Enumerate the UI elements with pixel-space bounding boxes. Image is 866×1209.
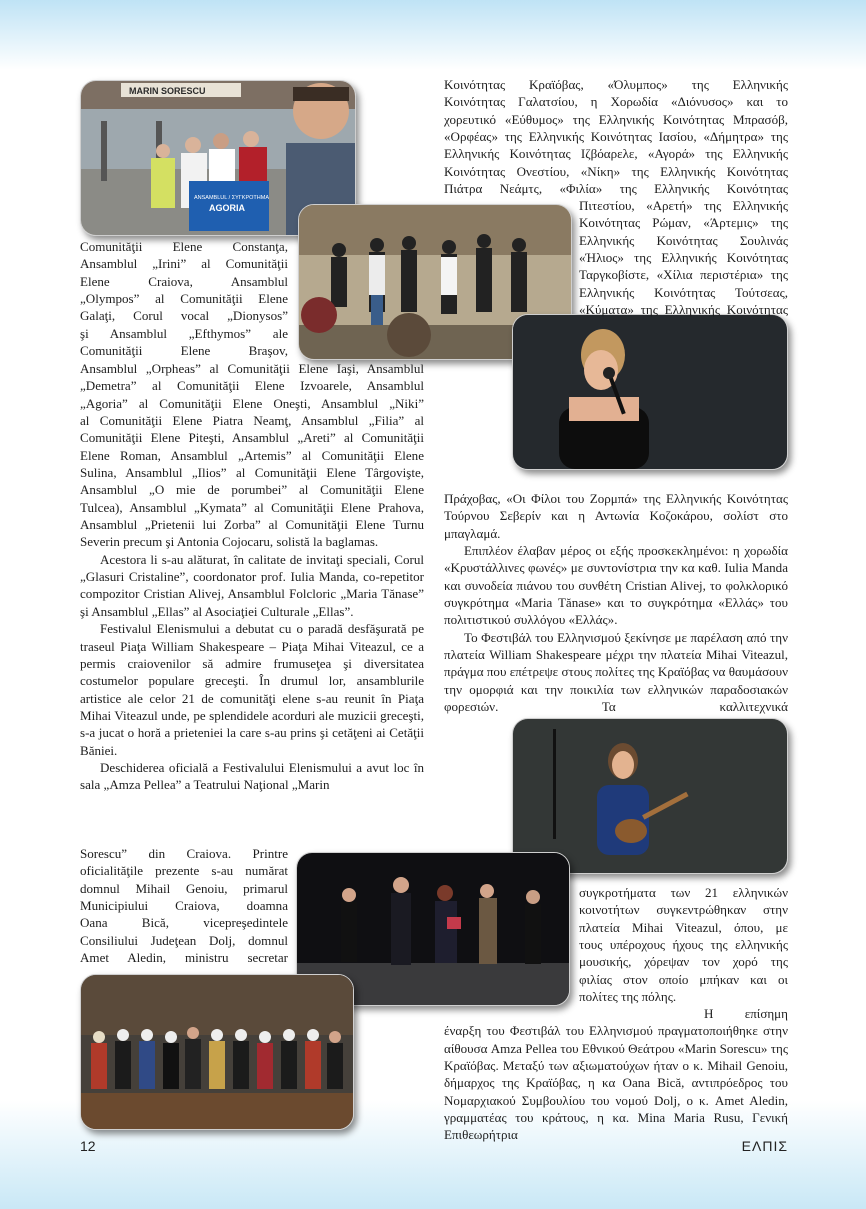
text-line: Ansamblul „Prietenii lui Zorba” al Comunităţii Elene Turnu (80, 517, 424, 533)
photo-baglamas-player (512, 718, 788, 874)
text-line: χορευτικό «Εύθυμος» της Ελληνικής Κοινότητας Μπρασόβ, (444, 111, 788, 127)
text-line: Ansamblul „Irini” al Comunităţii (80, 256, 288, 272)
text-line: Elene Roman, Ansamblul „Artemis” al Comunităţii Elene (80, 447, 424, 463)
text-line: „Demetra” al Comunităţii Elene Izvoarele, Ansamblul (80, 378, 424, 394)
text-line: τους υπέροχους ήχους της ελληνικής (579, 937, 788, 953)
text-line: oficialităţile prezente s-au numărat (80, 863, 288, 879)
ro-text-block-2 (80, 360, 424, 794)
text-line: μουσικής, χόρεψαν τον χορό της (579, 954, 788, 970)
text-line: „Agoria” al Comunităţii Elene Oneşti, Ansamblul „Niki” (80, 395, 424, 411)
gr-text-middle (444, 490, 788, 715)
banner-text-2: AGORIA (209, 203, 245, 213)
text-line: Ansamblul „O mie de porumbei” al Comunităţii Elene (80, 482, 424, 498)
text-line: Sulina, Ansamblul „Ilios” al Comunităţii Elene Târgovişte, (80, 465, 424, 481)
gr-paragraph-guests: Επιπλέον έλαβαν μέρος οι εξής προσκεκλημένοι: η χορωδία «Κρυστάλλινες φωνές» με συντονίστρια την κα καθ. Iulia Manda και συνοδεία πιάνου του συνθέτη Cristian Alivej, το φολκλορικό συγκρότημα «Maria Tănase» και το συγκρότημα «Ελλάς» του πολιτιστικού συλλόγου «Ελλάς». (444, 543, 788, 628)
text-line: κοινοτήτων συγκεντρώθηκαν στην (579, 902, 788, 918)
gr-text-narrow-2 (579, 884, 788, 1005)
text-line: Ελληνικής Κοινότητας Ιζβόαρελε, «Αγορά» της Ελληνικής (444, 146, 788, 162)
text-line: Κοινότητας Κραϊόβας, «Όλυμπος» της Ελληνικής (444, 77, 788, 92)
text-line: «Ήλιος» της Ελληνικής Κοινότητας (579, 250, 788, 266)
text-line: Ταργκοβίστε, «Χίλια περιστέρια» της (579, 267, 788, 283)
ro-text-narrow-2 (80, 845, 288, 966)
text-line: Sorescu” din Craiova. Printre (80, 846, 288, 861)
text-line: Comunităţii Elene Piteşti, Ansamblul „Areti” al Comunităţii (80, 430, 424, 446)
theatre-sign: MARIN SORESCU (129, 86, 206, 96)
text-line: şi Ansamblul „Efthymos” ale (80, 325, 288, 341)
text-line: Comunităţii Elene Braşov, (80, 343, 288, 359)
text-line: Κοινότητας Ονεστίου, «Νίκη» της Ελληνικής Κοινότητας (444, 163, 788, 179)
ro-paragraph-opening: Deschiderea oficială a Festivalului Elenismului a avut loc în sala „Amza Pellea” a Teatrului Naţional „Marin (80, 759, 424, 793)
banner-text-1: ANSAMBLUL / ΣΥΓΚΡΟΤΗΜΑ (194, 195, 269, 201)
text-line: μπαγλαμά. (444, 525, 501, 541)
text-line: Ελληνικής Κοινότητας Σουλινάς (579, 232, 788, 248)
gr-text-bottom (444, 1005, 788, 1144)
text-line: Πιάτρα Νεάμτς, «Φιλία» της Ελληνικής Κοινότητας (444, 181, 788, 197)
text-line: Consiliului Judeţean Dolj, domnul (80, 932, 288, 948)
text-line: Elene Craiova, Ansamblul (80, 273, 288, 289)
text-line: φιλίας στον οποίο μπήκαν και οι (579, 971, 788, 987)
ro-paragraph-guests: Acestora li s-au alăturat, în calitate de invitaţi speciali, Corul „Glasuri Cristaline”, coordonator prof. Iulia Manda, co-repetitor compozitor Cristian Alivej, Ansamblul Folcloric „Maria Tănase” şi Ansamblul „Ellas” al Asociaţiei Culturale „Ellas”. (80, 551, 424, 619)
text-line: συγκροτήματα των 21 ελληνικών (579, 885, 788, 900)
text-line: πλατεία Mihai Viteazul, όπου, με (579, 919, 788, 935)
ro-paragraph-parade: Festivalul Elenismului a debutat cu o paradă desfăşurată pe traseul Piaţa William Shakespeare – Piaţa Mihai Viteazul, ce a permis craiovenilor să admire frumuseţea şi diversitatea costumelor populare greceşti. În drumul lor, ansamblurile artistice ale celor 21 de comunităţi elene s-au reunit în Piaţa Mihai Viteazul unde, pe splendidele acorduri ale muzicii greceşti, s-a jucat o horă a prieteniei la care s-au prins şi cetăţeni ai Cetăţii Băniei. (80, 621, 424, 758)
text-line: Oana Bică, vicepreşedintele (80, 915, 288, 931)
text-line: Πράχοβας, «Οι Φίλοι του Ζορμπά» της Ελληνικής Κοινότητας (444, 491, 788, 506)
gr-paragraph-parade: Το Φεστιβάλ του Ελληνισμού ξεκίνησε με παρέλαση από την πλατεία William Shakespeare μέχρι την πλατεία Mihai Viteazul, πράγμα που επέτρεψε στους πολίτες της Κραϊόβας να θαυμάσουν την ομορφιά και την ποικιλία των ελληνικών παραδοσιακών φορεσιών. Τα καλλιτεχνικά (444, 629, 788, 715)
text-line: Κοινότητας Γαλατσίου, η Χορωδία «Διόνυσος» και το (444, 94, 788, 110)
text-line: «Κύματα» της Ελληνικής Κοινότητας (579, 302, 788, 318)
gr-text-narrow-1 (579, 197, 788, 318)
page-number: 12 (80, 1138, 96, 1154)
text-line: Κοινότητας Ρώμαν, «Άρτεμις» της (579, 215, 788, 231)
text-line: al Comunităţii Elene Piatra Neamţ, Ansamblul „Filia” al (80, 413, 424, 429)
magazine-name: ΕΛΠΙΣ (741, 1138, 788, 1154)
text-line: Amet Aledin, ministru secretar (80, 950, 288, 966)
text-line: Πιτεστίου, «Αρετή» της Ελληνικής (579, 198, 788, 213)
gr-text-top (444, 76, 788, 197)
text-line: Comunităţii Elene Constanţa, (80, 239, 288, 254)
text-line: Municipiului Craiova, doamna (80, 898, 288, 914)
photo-choir (80, 974, 354, 1130)
text-line: Severin precum şi Antonia Cojocaru, solistă la baglamas. (80, 534, 379, 550)
text-line: Τούρνου Σεβερίν και η Αντωνία Κοζοκάρου, σολίστ στο (444, 508, 788, 524)
text-line: «Ορφέας» της Ελληνικής Κοινότητας Ιασίου, «Δήμητρα» της (444, 129, 788, 145)
text-line: Galaţi, Corul vocal „Dionysos” (80, 308, 288, 324)
text-line: „Olympos” al Comunităţii Elene (80, 291, 288, 307)
ro-text-narrow-1 (80, 238, 288, 359)
text-line: domnul Mihail Genoiu, primarul (80, 880, 288, 896)
text-line: Ελληνικής Κοινότητας Τούτσεας, (579, 284, 788, 300)
text-line: πολίτες της πόλης. (579, 989, 677, 1005)
photo-singer (512, 314, 788, 470)
gr-paragraph-opening: Η επίσημη έναρξη του Φεστιβάλ του Ελληνισμού πραγματοποιήθηκε στην αίθουσα Amza Pellea του Εθνικού Θεάτρου «Marin Sorescu» της Κραϊόβας. Μεταξύ των αξιωματούχων ήταν ο κ. Mihail Genoiu, δήμαρχος της Κραϊόβας, η κα Oana Bică, αντιπρόεδρος του Νομαρχιακού Συμβουλίου του νομού Dolj, ο κ. Amet Aledin, γραμματέας του κράτους, η κα. Mina Maria Rusu, Γενική Επιθεωρήτρια (444, 1006, 788, 1143)
text-line: Ansamblul „Orpheas” al Comunităţii Elene Iaşi, Ansamblul (80, 361, 424, 376)
text-line: Tulcea), Ansamblul „Kymata” al Comunităţii Elene Prahova, (80, 499, 424, 515)
